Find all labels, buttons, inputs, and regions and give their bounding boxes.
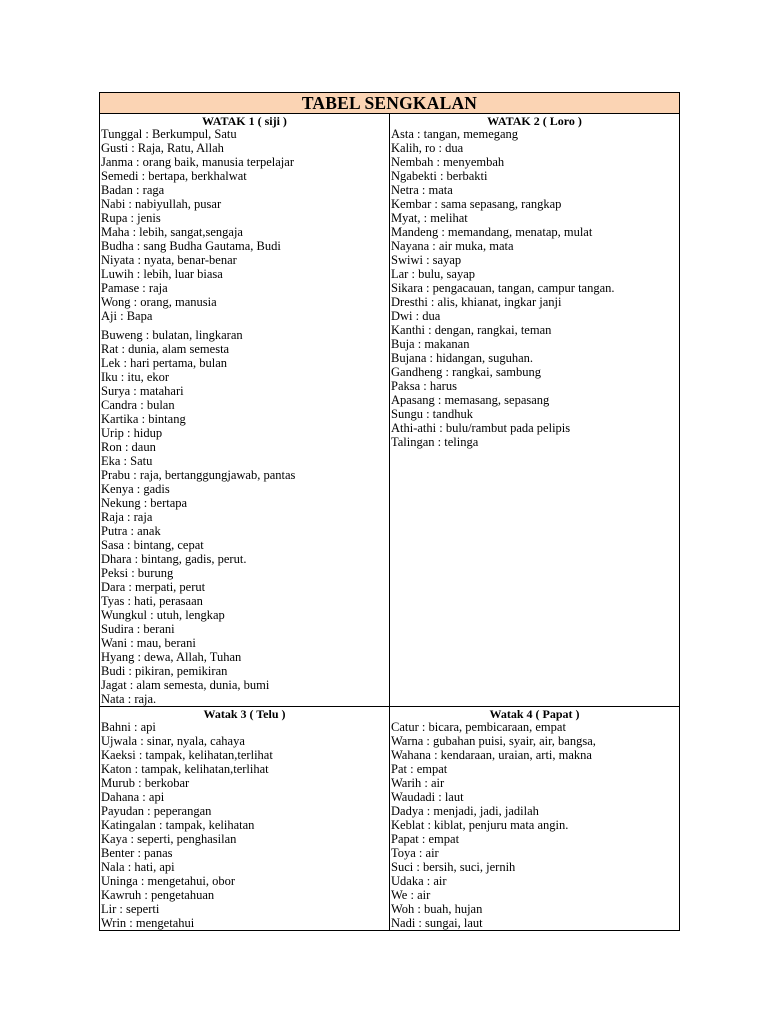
list-item: Tyas : hati, perasaan xyxy=(101,594,203,608)
list-item: Dresthi : alis, khianat, ingkar janji xyxy=(391,295,562,309)
list-item: Nabi : nabiyullah, pusar xyxy=(101,197,222,211)
list-item: Sungu : tandhuk xyxy=(391,407,473,421)
list-item: Nayana : air muka, mata xyxy=(391,239,514,253)
list-item: Lar : bulu, sayap xyxy=(391,267,476,281)
list-item: Talingan : telinga xyxy=(391,435,479,449)
list-item: Budi : pikiran, pemikiran xyxy=(101,664,228,678)
list-item: Sasa : bintang, cepat xyxy=(101,538,204,552)
list-item: Warih : air xyxy=(391,776,445,790)
list-item: Kalih, ro : dua xyxy=(391,141,464,155)
list-item: Eka : Satu xyxy=(101,454,153,468)
list-item: Wahana : kendaraan, uraian, arti, makna xyxy=(391,748,592,762)
list-item: Putra : anak xyxy=(101,524,161,538)
list-item: Netra : mata xyxy=(391,183,453,197)
list-item: Surya : matahari xyxy=(101,384,184,398)
list-item: Waudadi : laut xyxy=(391,790,464,804)
list-item: Benter : panas xyxy=(101,846,173,860)
list-item: Tunggal : Berkumpul, Satu xyxy=(101,127,237,141)
sengkalan-table xyxy=(99,92,680,931)
list-item: Murub : berkobar xyxy=(101,776,190,790)
list-item: Dwi : dua xyxy=(391,309,441,323)
list-item: Myat, : melihat xyxy=(391,211,468,225)
watak-4-list xyxy=(390,720,679,930)
list-item: Udaka : air xyxy=(391,874,447,888)
list-item: Jagat : alam semesta, dunia, bumi xyxy=(101,678,270,692)
list-item: Nata : raja. xyxy=(101,692,157,706)
list-item: Ngabekti : berbakti xyxy=(391,169,488,183)
list-item: Sikara : pengacauan, tangan, campur tangan. xyxy=(391,281,615,295)
list-item: Swiwi : sayap xyxy=(391,253,462,267)
list-item: Nekung : bertapa xyxy=(101,496,188,510)
watak-2-list xyxy=(390,127,679,449)
list-item: Sudira : berani xyxy=(101,622,175,636)
watak-1-group-a xyxy=(100,127,389,323)
watak-4-heading: Watak 4 ( Papat ) xyxy=(489,707,580,721)
list-item: Dadya : menjadi, jadi, jadilah xyxy=(391,804,539,818)
list-item: Maha : lebih, sangat,sengaja xyxy=(101,225,243,239)
watak-2-cell xyxy=(390,114,680,707)
list-item: Budha : sang Budha Gautama, Budi xyxy=(101,239,281,253)
list-item: Dhara : bintang, gadis, perut. xyxy=(101,552,247,566)
list-item: Mandeng : memandang, menatap, mulat xyxy=(391,225,593,239)
list-item: Woh : buah, hujan xyxy=(391,902,483,916)
list-item: Papat : empat xyxy=(391,832,460,846)
list-item: Kartika : bintang xyxy=(101,412,186,426)
list-item: Kaya : seperti, penghasilan xyxy=(101,832,237,846)
list-item: Wani : mau, berani xyxy=(101,636,196,650)
list-item: Apasang : memasang, sepasang xyxy=(391,393,550,407)
list-item: Semedi : bertapa, berkhalwat xyxy=(101,169,247,183)
list-item: Gandheng : rangkai, sambung xyxy=(391,365,541,379)
list-item: Aji : Bapa xyxy=(101,309,153,323)
list-item: Wungkul : utuh, lengkap xyxy=(101,608,225,622)
list-item: Raja : raja xyxy=(101,510,153,524)
list-item: Toya : air xyxy=(391,846,439,860)
list-item: Ujwala : sinar, nyala, cahaya xyxy=(101,734,245,748)
watak-3-list xyxy=(100,720,389,930)
watak-1-cell xyxy=(100,114,390,707)
list-item: Kaeksi : tampak, kelihatan,terlihat xyxy=(101,748,273,762)
list-item: Kanthi : dengan, rangkai, teman xyxy=(391,323,552,337)
list-item: Athi-athi : bulu/rambut pada pelipis xyxy=(391,421,571,435)
list-item: Dara : merpati, perut xyxy=(101,580,206,594)
list-item: Urip : hidup xyxy=(101,426,163,440)
list-item: Nembah : menyembah xyxy=(391,155,505,169)
list-item: Suci : bersih, suci, jernih xyxy=(391,860,516,874)
watak-2-heading: WATAK 2 ( Loro ) xyxy=(487,114,582,128)
list-item: Dahana : api xyxy=(101,790,165,804)
watak-1-group-b xyxy=(100,328,389,706)
list-item: Katon : tampak, kelihatan,terlihat xyxy=(101,762,269,776)
list-item: Buja : makanan xyxy=(391,337,470,351)
list-item: Wong : orang, manusia xyxy=(101,295,217,309)
list-item: Warna : gubahan puisi, syair, air, bangsa, xyxy=(391,734,596,748)
list-item: Ron : daun xyxy=(101,440,156,454)
list-item: Nadi : sungai, laut xyxy=(391,916,483,930)
list-item: Pat : empat xyxy=(391,762,448,776)
list-item: Iku : itu, ekor xyxy=(101,370,170,384)
list-item: Bahni : api xyxy=(101,720,156,734)
list-item: Wrin : mengetahui xyxy=(101,916,195,930)
list-item: Paksa : harus xyxy=(391,379,457,393)
list-item: Payudan : peperangan xyxy=(101,804,212,818)
list-item: Badan : raga xyxy=(101,183,165,197)
watak-3-cell xyxy=(100,707,390,931)
list-item: Rat : dunia, alam semesta xyxy=(101,342,230,356)
list-item: Catur : bicara, pembicaraan, empat xyxy=(391,720,566,734)
list-item: Lir : seperti xyxy=(101,902,160,916)
list-item: Uninga : mengetahui, obor xyxy=(101,874,235,888)
list-item: Buweng : bulatan, lingkaran xyxy=(101,328,243,342)
table-title: TABEL SENGKALAN xyxy=(100,93,680,114)
list-item: Keblat : kiblat, penjuru mata angin. xyxy=(391,818,569,832)
list-item: Gusti : Raja, Ratu, Allah xyxy=(101,141,224,155)
list-item: Kembar : sama sepasang, rangkap xyxy=(391,197,562,211)
list-item: Asta : tangan, memegang xyxy=(391,127,519,141)
list-item: Hyang : dewa, Allah, Tuhan xyxy=(101,650,242,664)
list-item: Kawruh : pengetahuan xyxy=(101,888,215,902)
list-item: Peksi : burung xyxy=(101,566,174,580)
list-item: Bujana : hidangan, suguhan. xyxy=(391,351,533,365)
list-item: Janma : orang baik, manusia terpelajar xyxy=(101,155,294,169)
list-item: We : air xyxy=(391,888,431,902)
watak-1-heading: WATAK 1 ( siji ) xyxy=(202,114,287,128)
list-item: Luwih : lebih, luar biasa xyxy=(101,267,223,281)
list-item: Niyata : nyata, benar-benar xyxy=(101,253,237,267)
list-item: Nala : hati, api xyxy=(101,860,175,874)
list-item: Candra : bulan xyxy=(101,398,175,412)
list-item: Rupa : jenis xyxy=(101,211,161,225)
watak-4-cell xyxy=(390,707,680,931)
watak-3-heading: Watak 3 ( Telu ) xyxy=(203,707,286,721)
list-item: Kenya : gadis xyxy=(101,482,170,496)
list-item: Prabu : raja, bertanggungjawab, pantas xyxy=(101,468,296,482)
list-item: Katingalan : tampak, kelihatan xyxy=(101,818,255,832)
list-item: Pamase : raja xyxy=(101,281,168,295)
list-item: Lek : hari pertama, bulan xyxy=(101,356,227,370)
